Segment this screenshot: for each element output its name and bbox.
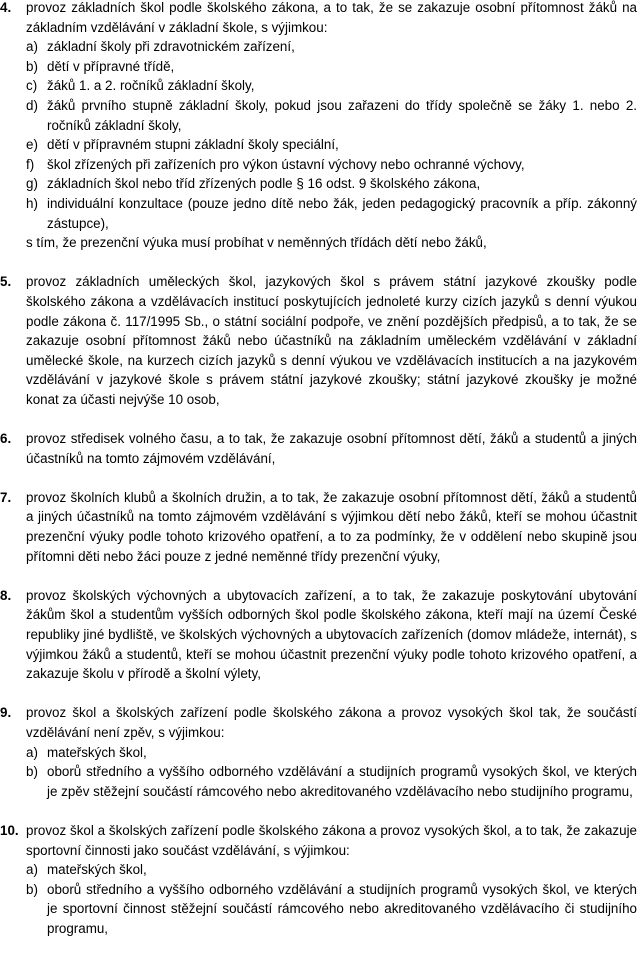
sub-item-text: oborů středního a vyššího odborného vzdělávání a studijních programů vysokých škol, ve kterých je zpěv stěžejní součástí rámcového nebo akreditovaného vzdělávacího nebo studijního programu, [47, 764, 637, 799]
item-text: provoz základních škol podle školského zákona, a to tak, že se zakazuje osobní přítomnost žáků na základním vzdělávání v základní škole, s výjimkou: [26, 0, 637, 35]
item-text: provoz školních klubů a školních družin, a to tak, že zakazuje osobní přítomnost dětí, žáků a studentů a jiných účastníků na tomto zájmovém vzdělávání s výjimkou dětí nebo žáků, kteří se mohou účastnit prezenční výuky podle tohoto krizového opatření, a to za podmínky, že v oddělení nebo skupině jsou přítomni děti nebo žáci pouze z jedné neměnné třídy prezenční výuky, [26, 489, 637, 564]
sub-item-label: b) [26, 881, 38, 897]
item-number: 4. [0, 0, 12, 15]
sub-item-text: individuální konzultace (pouze jedno dítě nebo žák, jeden pedagogický pracovník a příp. zákonný zástupce), [47, 195, 637, 231]
sub-item-text: dětí v přípravném stupni základní školy speciální, [47, 137, 339, 153]
numbered-item [0, 586, 640, 684]
item-number: 7. [0, 489, 12, 505]
sub-item [26, 76, 637, 96]
sub-item-label: e) [26, 137, 38, 153]
sub-item [26, 135, 637, 155]
sub-item-text: dětí v přípravné třídě, [47, 58, 175, 74]
item-text: provoz školských výchovných a ubytovacích zařízení, a to tak, že zakazuje poskytování ubytování žákům škol a studentům vyšších odborných škol podle školského zákona, kteří mají na území České republiky jiné bydliště, ve školských výchovných a ubytovacích zařízeních (domov mládeže, internát), s výjimkou žáků a studentů, kteří se mohou účastnit prezenční výuky podle tohoto krizového opatření, a zakazuje školu v přírodě a školní výlety, [26, 587, 637, 682]
sub-item-label: f) [26, 156, 35, 172]
sub-item [26, 57, 637, 77]
numbered-item [0, 429, 640, 468]
numbered-item [0, 272, 640, 409]
sub-item-label: h) [26, 195, 38, 211]
item-number: 5. [0, 274, 12, 290]
sub-item-text: základní školy při zdravotnickém zařízení, [47, 39, 295, 55]
sub-item [26, 155, 637, 175]
sub-item [26, 860, 637, 880]
item-number: 10. [0, 822, 19, 838]
sub-item-label: b) [26, 764, 38, 780]
numbered-item [0, 488, 640, 566]
item-text: provoz středisek volného času, a to tak, že zakazuje osobní přítomnost dětí, žáků a studentů a jiných účastníků na tomto zájmovém vzdělávání, [26, 431, 637, 466]
item-text: provoz škol a školských zařízení podle školského zákona a provoz vysokých škol tak, že součástí vzdělávání není zpěv, s výjimkou: [26, 705, 637, 740]
item-number: 9. [0, 705, 12, 721]
sub-item-text: základních škol nebo tříd zřízených podle § 16 odst. 9 školského zákona, [47, 176, 481, 192]
sub-item-text: žáků prvního stupně základní školy, pokud jsou zařazeni do třídy společně se žáky 1. nebo 2. ročníků základní školy, [47, 97, 637, 133]
item-number: 8. [0, 587, 12, 603]
sub-item-label: g) [26, 176, 38, 192]
sub-item [26, 743, 637, 763]
sub-item [26, 762, 637, 801]
sub-item-text: žáků 1. a 2. ročníků základní školy, [47, 78, 255, 94]
sub-item-label: b) [26, 58, 38, 74]
sub-item-label: a) [26, 744, 38, 760]
sub-item-label: a) [26, 862, 38, 878]
sub-item-text: mateřských škol, [47, 862, 147, 878]
numbered-item [0, 0, 640, 253]
sub-item [26, 174, 637, 194]
item-text: provoz základních uměleckých škol, jazykových škol s právem státní jazykové zkoušky podle školského zákona a vzdělávacích institucí poskytujících jednoleté kurzy cizích jazyků s denní výukou podle zákona č. 117/1995 Sb., o státní sociální podpoře, ve znění pozdějších předpisů, a to tak, že se zakazuje osobní přítomnost žáků nebo účastníků na základním uměleckém vzdělávání v základní umělecké škole, na kurzech cizích jazyků s denní výukou ve vzdělávacích institucích a na jazykovém vzdělávání v jazykové škole s právem státní jazykové zkoušky; státní jazykové zkoušky je možné konat za účasti nejvýše 10 osob, [26, 274, 637, 407]
numbered-item [0, 703, 640, 801]
sub-item [26, 194, 637, 233]
sub-item [26, 96, 637, 135]
item-closing-text: s tím, že prezenční výuka musí probíhat v neměnných třídách dětí nebo žáků, [26, 235, 487, 251]
sub-item-label: c) [26, 78, 38, 94]
sub-item-text: oborů středního a vyššího odborného vzdělávání a studijních programů vysokých škol, ve kterých je sportovní činnost stěžejní součástí rámcového nebo akreditovaného vzdělávacího či studijního programu, [47, 881, 637, 936]
sub-item-label: a) [26, 39, 38, 55]
sub-item-label: d) [26, 97, 38, 113]
item-number: 6. [0, 431, 12, 447]
sub-item-text: mateřských škol, [47, 744, 147, 760]
sub-item [26, 880, 637, 939]
sub-item-text: škol zřízených při zařízeních pro výkon ústavní výchovy nebo ochranné výchovy, [47, 156, 525, 172]
sub-item [26, 37, 637, 57]
item-text: provoz škol a školských zařízení podle školského zákona a provoz vysokých škol, a to tak, že zakazuje sportovní činnosti jako součást vzdělávání, s výjimkou: [26, 822, 637, 858]
